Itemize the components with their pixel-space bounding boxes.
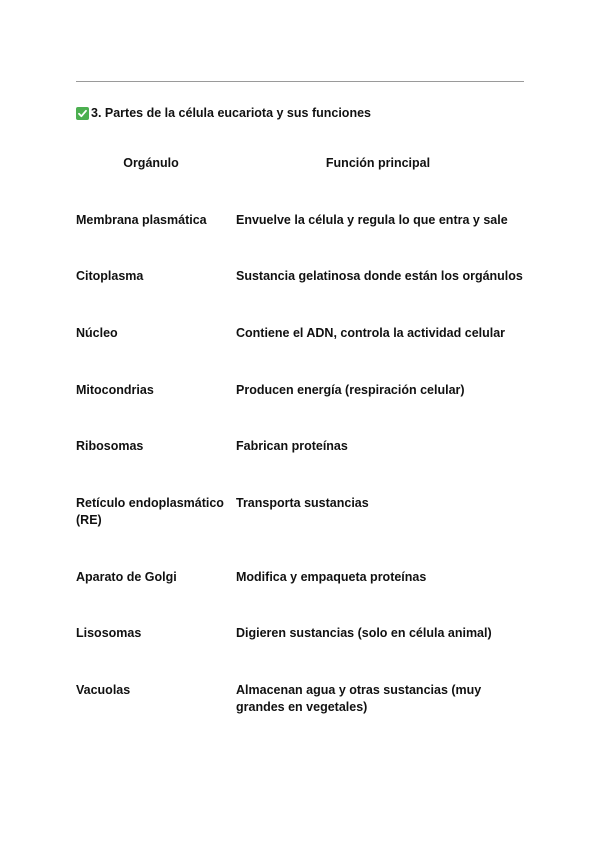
table-row-function: Sustancia gelatinosa donde están los orgánulos — [236, 269, 523, 283]
table-row-function: Transporta sustancias — [236, 496, 369, 510]
table-row-organ: Retículo endoplasmático (RE) — [76, 496, 224, 527]
table-row-function: Contiene el ADN, controla la actividad celular — [236, 326, 506, 340]
table-row-function: Envuelve la célula y regula lo que entra y sale — [236, 213, 508, 227]
horizontal-divider — [76, 81, 524, 82]
table-row-organ: Aparato de Golgi — [76, 570, 177, 584]
section-heading — [76, 105, 371, 121]
table-row-organ: Citoplasma — [76, 269, 144, 283]
table-row-organ: Lisosomas — [76, 626, 142, 640]
table-row-function: Digieren sustancias (solo en célula animal) — [236, 626, 492, 640]
table-row-function: Modifica y empaqueta proteínas — [236, 570, 427, 584]
table-row-organ: Mitocondrias — [76, 383, 154, 397]
table-row-organ: Vacuolas — [76, 683, 131, 697]
column-header-organ: Orgánulo — [123, 156, 179, 170]
check-mark-icon — [76, 107, 89, 120]
table-row-organ: Núcleo — [76, 326, 118, 340]
section-title: 3. Partes de la célula eucariota y sus funciones — [91, 106, 371, 120]
table-row-function: Producen energía (respiración celular) — [236, 383, 465, 397]
column-header-function: Función principal — [325, 156, 431, 170]
table-row-organ: Membrana plasmática — [76, 213, 207, 227]
table-row-function: Almacenan agua y otras sustancias (muy grandes en vegetales) — [236, 683, 482, 714]
table-row-function: Fabrican proteínas — [236, 439, 348, 453]
table-row-organ: Ribosomas — [76, 439, 144, 453]
